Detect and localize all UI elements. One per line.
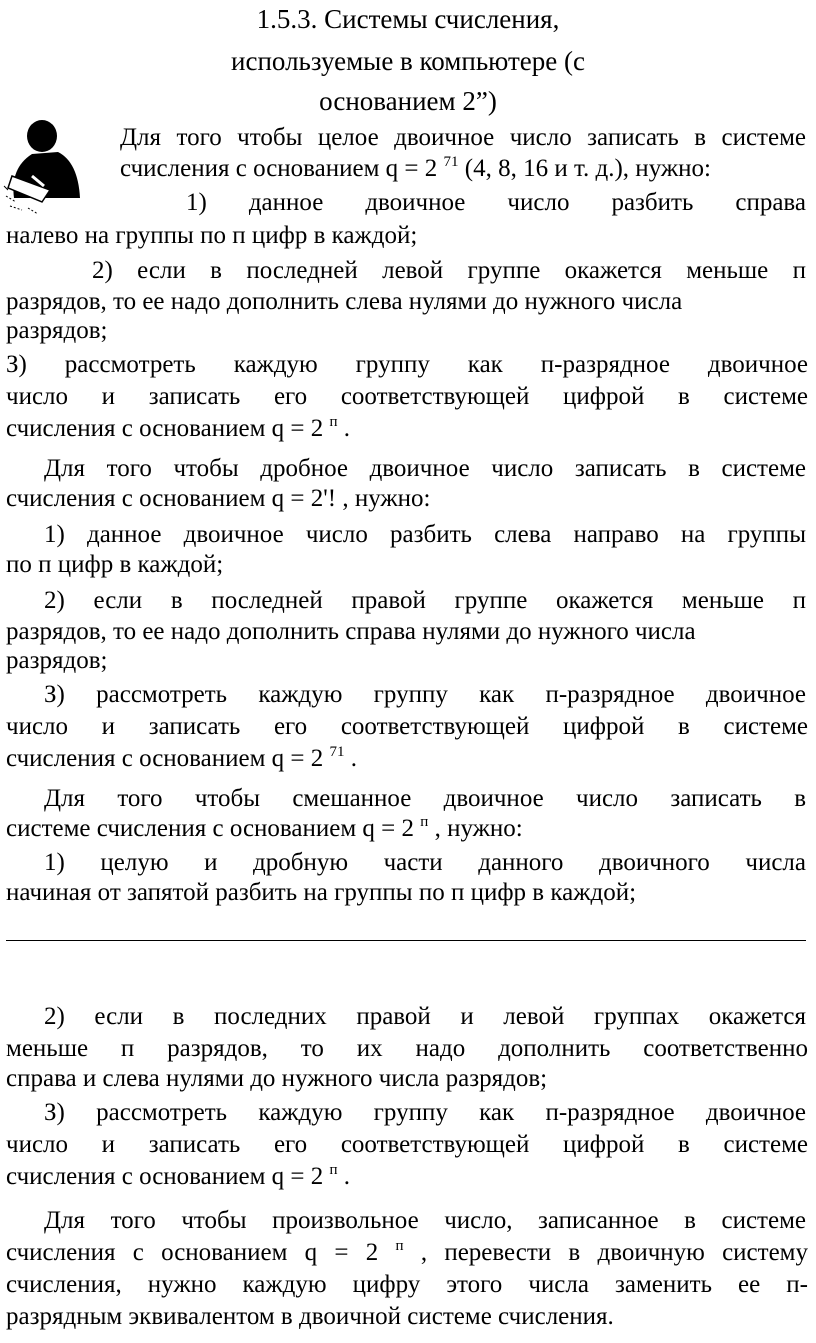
paragraph-line: разрядов; xyxy=(6,647,108,674)
list-item-line: 2) если в последних правой и левой группах окажется xyxy=(44,1003,806,1030)
paragraph-line: число и записать его соответствующей цифрой в системе xyxy=(6,1131,808,1158)
paragraph-line: счисления с основанием q = 2 $^{71}$ (4, 8, 16 и т. д.), нужно: xyxy=(120,154,711,182)
paragraph-line: счисления с основанием q = 2 $^{71}$ . xyxy=(6,744,358,772)
person-writing-icon xyxy=(2,116,88,216)
paragraph-line: счисления с основанием q = 2 $^п$ . xyxy=(6,1162,351,1190)
paragraph-line: разрядов, то ее надо дополнить справа нулями до нужного числа xyxy=(6,618,696,645)
paragraph-line: разрядов, то ее надо дополнить слева нулями до нужного числа xyxy=(6,288,683,315)
list-item-line: З) рассмотреть каждую группу как п-разрядное двоичное xyxy=(44,681,806,708)
paragraph-line: справа и слева нулями до нужного числа разрядов; xyxy=(6,1065,548,1092)
section-title-line-3: основанием 2”) xyxy=(319,86,497,116)
paragraph-line: счисления с основанием q = 2 $^п$ , перевести в двоичную систему xyxy=(6,1238,808,1266)
paragraph-line: по п цифр в каждой; xyxy=(6,551,224,578)
section-title-line-2: используемые в компьютере (с xyxy=(231,46,585,76)
paragraph-line: системе счисления с основанием q = 2 $^п$ , нужно: xyxy=(6,814,523,842)
paragraph-line: Для того чтобы произвольное число, записанное в системе xyxy=(44,1207,806,1234)
paragraph-line: разрядным эквивалентом в двоичной системе счисления. xyxy=(6,1303,614,1330)
paragraph-line: Для того чтобы дробное двоичное число записать в системе xyxy=(44,455,806,482)
paragraph-line: счисления с основанием q = 2'! , нужно: xyxy=(6,485,431,512)
list-item-line: 1) данное двоичное число разбить слева направо на группы xyxy=(44,521,806,548)
section-title-line-1: 1.5.3. Системы счисления, xyxy=(256,4,560,34)
paragraph-line: счисления, нужно каждую цифру этого числа заменить ее п- xyxy=(6,1271,808,1298)
paragraph-line: меньше п разрядов, то их надо дополнить соответственно xyxy=(6,1035,808,1062)
list-item-line: 2) если в последней левой группе окажется меньше п xyxy=(92,257,806,284)
paragraph-line: начиная от запятой разбить на группы по п цифр в каждой; xyxy=(6,879,637,906)
divider xyxy=(6,940,806,941)
list-item-line: З) рассмотреть каждую группу как п-разрядное двоичное xyxy=(44,1099,806,1126)
list-item-line: 1) целую и дробную части данного двоичного числа xyxy=(44,849,806,876)
list-item-line: 2) если в последней правой группе окажется меньше п xyxy=(44,587,806,614)
paragraph-line: Для того чтобы смешанное двоичное число записать в xyxy=(44,785,806,812)
paragraph-line: число и записать его соответствующей цифрой в системе xyxy=(6,713,808,740)
paragraph-line: счисления с основанием q = 2 $^п$ . xyxy=(6,414,351,442)
list-item-line: 1) данное двоичное число разбить справа xyxy=(186,189,806,216)
paragraph-line: число и записать его соответствующей цифрой в системе xyxy=(6,383,808,410)
paragraph-line: налево на группы по п цифр в каждой; xyxy=(6,222,418,249)
paragraph-line: разрядов; xyxy=(6,317,108,344)
list-item-line: З) рассмотреть каждую группу как п-разрядное двоичное xyxy=(6,351,808,378)
paragraph-line: Для того чтобы целое двоичное число записать в системе xyxy=(120,124,806,151)
